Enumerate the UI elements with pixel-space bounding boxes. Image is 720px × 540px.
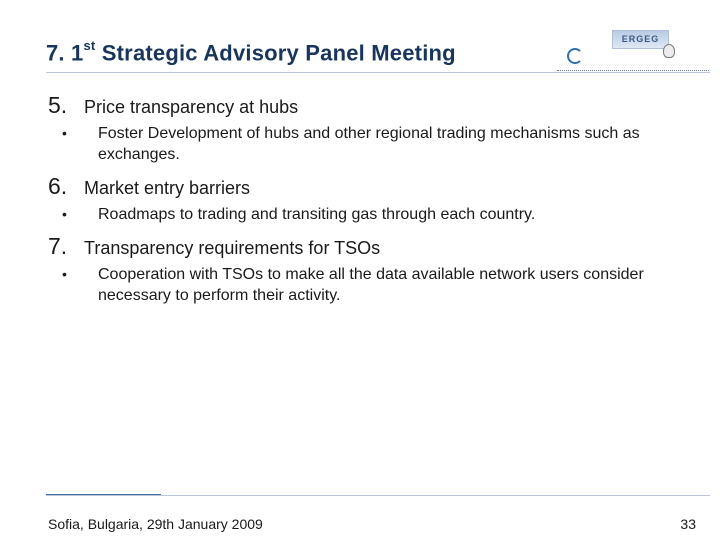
bullet-icon: • (62, 266, 67, 282)
list-item (48, 92, 698, 165)
bullet-point (48, 204, 698, 225)
slide-number: 33 (680, 516, 696, 532)
item-header (48, 173, 698, 200)
logo-script-icon (557, 65, 709, 71)
agenda-list (48, 92, 698, 314)
bullet-text: Cooperation with TSOs to make all the data available network users consider necessary to perform their activity. (98, 266, 644, 304)
footer-location-date: Sofia, Bulgaria, 29th January 2009 (48, 516, 263, 532)
list-item (48, 173, 698, 225)
authority-seal-icon (663, 44, 675, 58)
title-superscript: st (83, 38, 96, 53)
bullet-icon: • (62, 125, 67, 141)
bullet-text: Roadmaps to trading and transiting gas through each country. (98, 206, 536, 223)
ergeg-logo: ERGEG (612, 30, 669, 49)
logo (555, 28, 710, 78)
item-header (48, 233, 698, 260)
bullet-point (48, 123, 698, 165)
bullet-text: Foster Development of hubs and other regional trading mechanisms such as exchanges. (98, 125, 640, 163)
item-number: 6. (48, 173, 68, 199)
item-number: 7. (48, 233, 68, 259)
list-item (48, 233, 698, 306)
energy-community-logo-icon (567, 48, 583, 64)
item-heading: Market entry barriers (84, 178, 251, 198)
bullet-point (48, 264, 698, 306)
bullet-icon: • (62, 206, 67, 222)
slide-title (46, 40, 456, 66)
item-header (48, 92, 698, 119)
footer-divider (46, 495, 710, 496)
title-rest: Strategic Advisory Panel Meeting (95, 40, 456, 66)
item-heading: Price transparency at hubs (84, 97, 299, 117)
title-divider (46, 72, 710, 73)
item-number: 5. (48, 92, 68, 118)
title-prefix: 7. 1 (46, 40, 84, 66)
item-heading: Transparency requirements for TSOs (84, 238, 381, 258)
